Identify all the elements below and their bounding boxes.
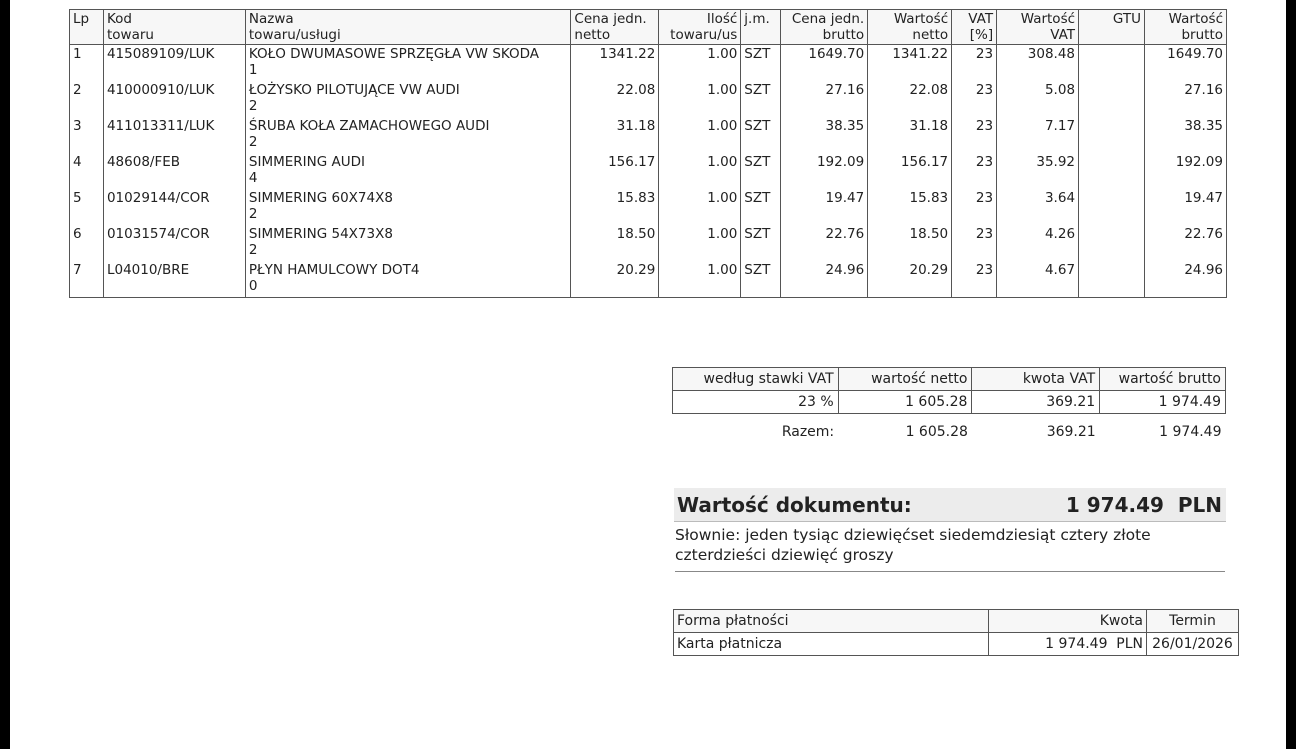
vat-rate-row [673, 391, 1226, 414]
item-note: 2 [248, 98, 258, 114]
cell-nazwa [245, 189, 571, 225]
vat-rate-netto: 1 605.28 [838, 391, 972, 414]
item-name: ŁOŻYSKO PILOTUJĄCE VW AUDI [248, 82, 460, 98]
cell-wartosc-brutto: 19.47 [1144, 189, 1226, 225]
cell-jm: SZT [741, 225, 781, 261]
item-name: PŁYN HAMULCOWY DOT4 [248, 262, 420, 278]
cell-jm: SZT [741, 153, 781, 189]
cell-jm: SZT [741, 45, 781, 82]
cell-kod: 01031574/COR [103, 225, 245, 261]
items-header-row [70, 10, 1227, 45]
table-row [70, 153, 1227, 189]
vat-total-netto: 1 605.28 [905, 424, 968, 440]
cell-wartosc-vat: 7.17 [997, 117, 1079, 153]
cell-jm: SZT [741, 189, 781, 225]
cell-lp: 5 [70, 189, 104, 225]
vat-total-row [673, 414, 1226, 444]
cell-jm: SZT [741, 81, 781, 117]
cell-gtu [1079, 261, 1145, 298]
cell-nazwa [245, 225, 571, 261]
cell-ilosc: 1.00 [659, 153, 741, 189]
cell-gtu [1079, 189, 1145, 225]
payment-waluta: PLN [1111, 633, 1147, 656]
payment-header-row [674, 610, 1239, 633]
item-note: 0 [248, 278, 258, 294]
cell-vat: 23 [952, 117, 997, 153]
header-jm: j.m. [741, 10, 781, 45]
item-note: 2 [248, 242, 258, 258]
payment-row [674, 633, 1239, 656]
item-name: SIMMERING 60X74X8 [248, 190, 393, 206]
cell-cena-netto: 18.50 [571, 225, 659, 261]
payment-header-forma: Forma płatności [674, 610, 989, 633]
cell-wartosc-brutto: 22.76 [1144, 225, 1226, 261]
vat-rate-stawka: 23 % [673, 391, 839, 414]
payment-termin: 26/01/2026 [1146, 633, 1238, 656]
header-cena-brutto: Cena jedn. brutto [781, 10, 868, 45]
cell-kod: 01029144/COR [103, 189, 245, 225]
cell-wartosc-vat: 308.48 [997, 45, 1079, 82]
header-nazwa: Nazwa towaru/usługi [245, 10, 571, 45]
vat-header-row [673, 368, 1226, 391]
cell-lp: 6 [70, 225, 104, 261]
payment-table [673, 609, 1239, 656]
cell-vat: 23 [952, 153, 997, 189]
cell-lp: 3 [70, 117, 104, 153]
cell-wartosc-vat: 35.92 [997, 153, 1079, 189]
vat-rate-vat: 369.21 [972, 391, 1100, 414]
cell-cena-brutto: 19.47 [781, 189, 868, 225]
cell-ilosc: 1.00 [659, 117, 741, 153]
item-name: KOŁO DWUMASOWE SPRZĘGŁA VW SKODA [248, 46, 540, 62]
amount-in-words: Słownie: jeden tysiąc dziewięćset siedemdziesiąt cztery złote czterdzieści dziewięć groszy [675, 525, 1225, 572]
table-row [70, 117, 1227, 153]
item-note: 2 [248, 206, 258, 222]
cell-cena-netto: 1341.22 [571, 45, 659, 82]
items-table [69, 9, 1227, 298]
invoice-page [10, 0, 1286, 749]
cell-lp: 7 [70, 261, 104, 298]
cell-gtu [1079, 153, 1145, 189]
cell-wartosc-brutto: 24.96 [1144, 261, 1226, 298]
cell-wartosc-netto: 31.18 [868, 117, 952, 153]
payment-header-termin: Termin [1146, 610, 1238, 633]
header-wartosc-netto: Wartość netto [868, 10, 952, 45]
payment-forma: Karta płatnicza [674, 633, 989, 656]
vat-summary-table [672, 367, 1226, 443]
cell-nazwa [245, 45, 571, 82]
cell-vat: 23 [952, 261, 997, 298]
vat-header-netto: wartość netto [838, 368, 972, 391]
cell-lp: 4 [70, 153, 104, 189]
header-gtu: GTU [1079, 10, 1145, 45]
document-value-bar [674, 488, 1226, 522]
cell-lp: 1 [70, 45, 104, 82]
vat-rate-brutto: 1 974.49 [1100, 391, 1226, 414]
cell-wartosc-brutto: 192.09 [1144, 153, 1226, 189]
cell-vat: 23 [952, 81, 997, 117]
cell-wartosc-brutto: 1649.70 [1144, 45, 1226, 82]
item-name: ŚRUBA KOŁA ZAMACHOWEGO AUDI [248, 118, 490, 134]
cell-cena-netto: 15.83 [571, 189, 659, 225]
cell-vat: 23 [952, 45, 997, 82]
header-wartosc-brutto: Wartość brutto [1144, 10, 1226, 45]
cell-cena-netto: 156.17 [571, 153, 659, 189]
cell-nazwa [245, 153, 571, 189]
item-name: SIMMERING 54X73X8 [248, 226, 393, 242]
cell-nazwa [245, 117, 571, 153]
cell-wartosc-netto: 1341.22 [868, 45, 952, 82]
cell-ilosc: 1.00 [659, 45, 741, 82]
document-value-label: Wartość dokumentu: [677, 493, 912, 517]
cell-ilosc: 1.00 [659, 261, 741, 298]
cell-wartosc-netto: 22.08 [868, 81, 952, 117]
cell-cena-brutto: 38.35 [781, 117, 868, 153]
cell-gtu [1079, 225, 1145, 261]
cell-cena-netto: 20.29 [571, 261, 659, 298]
table-row [70, 261, 1227, 298]
cell-wartosc-brutto: 27.16 [1144, 81, 1226, 117]
table-row [70, 45, 1227, 82]
payment-kwota: 1 974.49 [989, 633, 1111, 656]
cell-wartosc-netto: 18.50 [868, 225, 952, 261]
cell-wartosc-vat: 5.08 [997, 81, 1079, 117]
header-cena-netto: Cena jedn. netto [571, 10, 659, 45]
cell-gtu [1079, 81, 1145, 117]
item-note: 2 [248, 134, 258, 150]
cell-wartosc-vat: 3.64 [997, 189, 1079, 225]
table-row [70, 81, 1227, 117]
document-value-amount: 1 974.49 PLN [1065, 493, 1222, 517]
cell-ilosc: 1.00 [659, 225, 741, 261]
vat-header-vat: kwota VAT [972, 368, 1100, 391]
cell-gtu [1079, 117, 1145, 153]
vat-header-brutto: wartość brutto [1100, 368, 1226, 391]
cell-cena-netto: 22.08 [571, 81, 659, 117]
cell-cena-brutto: 27.16 [781, 81, 868, 117]
header-wartosc-vat: Wartość VAT [997, 10, 1079, 45]
cell-jm: SZT [741, 261, 781, 298]
cell-wartosc-netto: 156.17 [868, 153, 952, 189]
cell-vat: 23 [952, 189, 997, 225]
cell-wartosc-netto: 20.29 [868, 261, 952, 298]
cell-lp: 2 [70, 81, 104, 117]
cell-wartosc-netto: 15.83 [868, 189, 952, 225]
cell-cena-brutto: 192.09 [781, 153, 868, 189]
cell-jm: SZT [741, 117, 781, 153]
cell-kod: 415089109/LUK [103, 45, 245, 82]
item-note: 1 [248, 62, 258, 78]
item-name: SIMMERING AUDI [248, 154, 365, 170]
cell-kod: 48608/FEB [103, 153, 245, 189]
table-row [70, 225, 1227, 261]
cell-ilosc: 1.00 [659, 189, 741, 225]
cell-nazwa [245, 81, 571, 117]
cell-cena-brutto: 24.96 [781, 261, 868, 298]
cell-gtu [1079, 45, 1145, 82]
header-ilosc: Ilość towaru/us [659, 10, 741, 45]
payment-header-kwota: Kwota [989, 610, 1147, 633]
vat-total-vat: 369.21 [1046, 424, 1096, 440]
vat-total-brutto: 1 974.49 [1159, 424, 1222, 440]
table-row [70, 189, 1227, 225]
cell-kod: L04010/BRE [103, 261, 245, 298]
cell-cena-brutto: 1649.70 [781, 45, 868, 82]
cell-wartosc-vat: 4.67 [997, 261, 1079, 298]
cell-cena-brutto: 22.76 [781, 225, 868, 261]
vat-total-label: Razem: [781, 424, 835, 440]
cell-cena-netto: 31.18 [571, 117, 659, 153]
header-lp: Lp [70, 10, 104, 45]
cell-ilosc: 1.00 [659, 81, 741, 117]
cell-wartosc-brutto: 38.35 [1144, 117, 1226, 153]
header-vat: VAT [%] [952, 10, 997, 45]
cell-vat: 23 [952, 225, 997, 261]
header-kod: Kod towaru [103, 10, 245, 45]
item-note: 4 [248, 170, 258, 186]
cell-kod: 411013311/LUK [103, 117, 245, 153]
cell-wartosc-vat: 4.26 [997, 225, 1079, 261]
vat-header-stawka: według stawki VAT [673, 368, 839, 391]
cell-kod: 410000910/LUK [103, 81, 245, 117]
cell-nazwa [245, 261, 571, 298]
